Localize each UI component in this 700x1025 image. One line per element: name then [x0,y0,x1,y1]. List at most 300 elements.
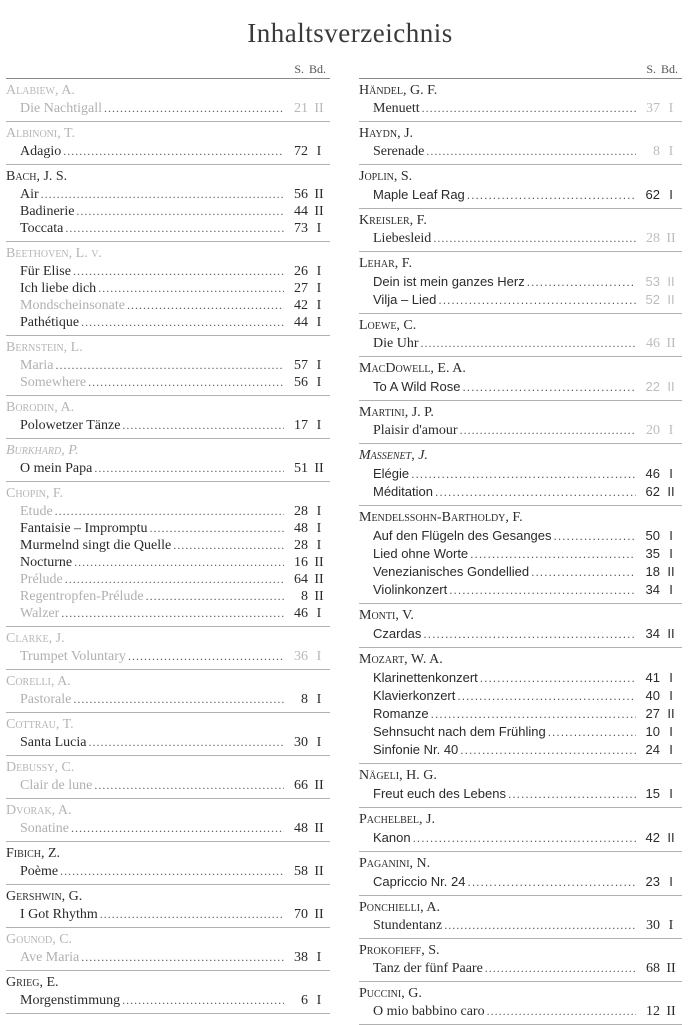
toc-row [359,917,682,934]
volume-number: I [316,281,322,296]
piece-title: Somewhere [20,375,87,390]
page-number: 56 [294,187,308,202]
dot-leader [60,863,284,880]
composer-name: Ponchielli, A. [359,900,440,915]
volume-number: I [316,692,322,707]
piece-title: Polowetzer Tänze [20,418,121,433]
composer-name: Prokofieff, S. [359,943,440,958]
volume-number: I [316,144,322,159]
page-number: 27 [645,706,660,721]
page-number: 42 [645,830,660,845]
piece-title: Air [20,187,39,202]
toc-row [359,960,682,977]
toc-row [359,625,682,643]
composer-entry [359,122,682,165]
piece-title: Dein ist mein ganzes Herz [373,274,525,289]
page-number: 6 [301,993,308,1008]
volume-number: I [669,724,673,739]
dot-leader [485,960,636,977]
dot-leader [457,688,636,705]
piece-title: Morgenstimmung [20,993,121,1008]
dot-leader [104,100,284,117]
piece-title: Die Nachtigall [20,101,103,116]
toc-row [6,186,330,203]
composer-name: Alabiew, A. [6,83,75,98]
volume-number: I [316,298,322,313]
composer-name: Pachelbel, J. [359,812,435,827]
piece-title: Toccata [20,221,64,236]
volume-column-label: Bd. [660,62,678,76]
toc-row [359,741,682,759]
dot-leader [435,484,636,501]
volume-number: II [314,101,324,116]
toc-row [6,537,330,554]
dot-leader [73,263,284,280]
piece-title: Adagio [20,144,62,159]
dot-leader [444,917,636,934]
dot-leader [63,143,284,160]
column-header [359,62,682,79]
toc-row [6,605,330,622]
piece-title: Nocturne [20,555,73,570]
toc-row [359,465,682,483]
volume-number: I [669,187,673,202]
dot-leader [173,537,284,554]
composer-name: Fibich, Z. [6,846,61,861]
page-number: 48 [294,521,308,536]
toc-row [6,648,330,665]
piece-title: Lied ohne Worte [373,546,469,561]
page-number: 10 [645,724,660,739]
dot-leader [460,422,636,439]
dot-leader [487,1003,636,1020]
page-number: 21 [294,101,308,116]
toc-row [6,777,330,794]
dot-leader [88,374,284,391]
dot-leader [122,992,284,1009]
page-number: 28 [646,231,660,246]
toc-row [359,422,682,439]
toc-row [359,705,682,723]
dot-leader [467,187,636,204]
piece-title: Pathétique [20,315,80,330]
page-number: 42 [294,298,308,313]
volume-number: II [666,1004,676,1019]
toc-row [359,291,682,309]
volume-number: I [316,264,322,279]
composer-name: Haydn, J. [359,126,414,141]
composer-entry [359,939,682,982]
volume-number: II [667,830,675,845]
toc-row [359,143,682,160]
dot-leader [467,874,636,891]
toc-row [359,378,682,396]
dot-leader [100,906,284,923]
page-number: 15 [645,786,660,801]
dot-leader [470,546,636,563]
page-number: 62 [645,484,660,499]
volume-number: I [316,418,322,433]
piece-title: Etude [20,504,53,519]
page-number: 44 [294,315,308,330]
toc-row [6,520,330,537]
left-entries [6,79,330,1014]
volume-number: I [669,688,673,703]
page-number: 68 [646,961,660,976]
page-column-label: S. [646,62,656,76]
piece-title: I Got Rhythm [20,907,98,922]
composer-entry [6,885,330,928]
toc-row [6,734,330,751]
dot-leader [411,466,636,483]
volume-number: I [669,582,673,597]
piece-title: Fantaisie – Impromptu [20,521,148,536]
page-number: 12 [646,1004,660,1019]
composer-name: Mozart, W. A. [359,652,443,667]
dot-leader [71,820,284,837]
dot-leader [554,528,636,545]
piece-title: Mondscheinsonate [20,298,125,313]
composer-name: Bach, J. S. [6,169,68,184]
volume-number: II [667,626,675,641]
composer-entry [6,482,330,627]
toc-row [6,460,330,477]
piece-title: O mio babbino caro [373,1004,485,1019]
composer-entry [359,209,682,252]
page-number: 27 [294,281,308,296]
volume-number: II [314,864,324,879]
page-number: 23 [645,874,660,889]
page-column-label: S. [294,62,304,76]
dot-leader [462,379,636,396]
piece-title: Walzer [20,606,60,621]
dot-leader [438,292,636,309]
composer-name: Martini, J. P. [359,405,434,420]
left-column [6,62,330,1014]
right-column [359,62,682,1025]
volume-number: II [314,821,324,836]
piece-title: Stundentanz [373,918,443,933]
piece-title: Pastorale [20,692,72,707]
piece-title: Venezianisches Gondellied [373,564,530,579]
toc-row [6,374,330,391]
toc-row [6,417,330,434]
volume-number: II [666,336,676,351]
piece-title: Méditation [373,484,433,499]
piece-title: Klavierkonzert [373,688,456,703]
composer-entry [359,764,682,808]
volume-number: I [669,874,673,889]
piece-title: Sinfonie Nr. 40 [373,742,459,757]
composer-name: Beethoven, L. v. [6,246,102,261]
composer-name: Albinoni, T. [6,126,75,141]
volume-number: I [316,538,322,553]
dot-leader [527,274,636,291]
composer-name: Loewe, C. [359,318,417,333]
composer-name: Joplin, S. [359,169,413,184]
composer-entry [6,396,330,439]
composer-name: Nägeli, H. G. [359,768,437,783]
composer-name: Burkhard, P. [6,443,79,458]
page-number: 28 [294,538,308,553]
composer-entry [6,627,330,670]
page-title: Inhaltsverzeichnis [247,18,453,48]
composer-name: Bernstein, L. [6,340,83,355]
toc-row [6,203,330,220]
dot-leader [88,734,284,751]
composer-name: Gounod, C. [6,932,73,947]
composer-name: Massenet, J. [359,448,428,463]
composer-entry [359,314,682,357]
toc-row [359,186,682,204]
volume-number: II [314,461,324,476]
column-header [6,62,330,79]
toc-row [359,230,682,247]
page-number: 73 [294,221,308,236]
dot-leader [433,230,636,247]
composer-name: Corelli, A. [6,674,71,689]
composer-entry [359,165,682,209]
piece-title: To A Wild Rose [373,379,461,394]
toc-row [6,554,330,571]
dot-leader [423,626,636,643]
composer-name: Mendelssohn-Bartholdy, F. [359,510,523,525]
toc-row [6,100,330,117]
piece-title: Clair de lune [20,778,93,793]
page-number: 44 [294,204,308,219]
piece-title: Sehnsucht nach dem Frühling [373,724,546,739]
piece-title: Auf den Flügeln des Gesanges [373,528,552,543]
toc-row [6,297,330,314]
page-number: 38 [294,950,308,965]
volume-number: I [316,993,322,1008]
piece-title: Klarinettenkonzert [373,670,478,685]
page-number: 70 [294,907,308,922]
dot-leader [65,571,284,588]
composer-entry [359,648,682,764]
composer-name: Lehar, F. [359,256,412,271]
dot-leader [531,564,636,581]
volume-number: I [316,221,322,236]
piece-title: Santa Lucia [20,735,87,750]
dot-leader [73,691,284,708]
dot-leader [76,203,284,220]
page-number: 53 [645,274,660,289]
page-number: 8 [653,144,660,159]
volume-number: II [666,961,676,976]
volume-number: I [669,528,673,543]
composer-entry [359,79,682,122]
dot-leader [65,220,284,237]
page-number: 56 [294,375,308,390]
dot-leader [431,706,636,723]
page-number: 52 [645,292,660,307]
toc-row [359,687,682,705]
volume-number: I [316,521,322,536]
composer-entry [6,670,330,713]
volume-number: I [669,742,673,757]
volume-number: I [316,358,322,373]
volume-number: I [316,375,322,390]
dot-leader [55,503,284,520]
page-number: 18 [645,564,660,579]
composer-entry [359,444,682,506]
dot-leader [426,143,636,160]
page-number: 16 [294,555,308,570]
composer-name: Dvorak, A. [6,803,72,818]
piece-title: Sonatine [20,821,69,836]
volume-number: II [666,231,676,246]
piece-title: Tanz der fünf Paare [373,961,483,976]
dot-leader [480,670,636,687]
composer-entry [6,799,330,842]
page-number: 17 [294,418,308,433]
volume-number: II [314,555,324,570]
composer-entry [359,896,682,939]
volume-number: II [314,187,324,202]
toc-row [359,669,682,687]
piece-title: Liebesleid [373,231,432,246]
page-number: 35 [645,546,660,561]
composer-entry [6,928,330,971]
toc-row [359,273,682,291]
page-number: 36 [294,649,308,664]
dot-leader [41,186,284,203]
composer-entry [359,808,682,852]
page-number: 57 [294,358,308,373]
volume-number: I [669,670,673,685]
toc-row [6,314,330,331]
piece-title: Freut euch des Lebens [373,786,506,801]
volume-number: I [316,504,322,519]
volume-number: I [316,950,322,965]
dot-leader [94,460,284,477]
toc-row [6,992,330,1009]
volume-number: II [314,589,324,604]
toc-row [359,335,682,352]
piece-title: Prélude [20,572,63,587]
composer-name: Borodin, A. [6,400,75,415]
dot-leader [55,357,284,374]
dot-leader [94,777,284,794]
composer-name: Händel, G. F. [359,83,438,98]
piece-title: Ave Maria [20,950,80,965]
page-number: 8 [301,589,308,604]
composer-entry [359,506,682,604]
page-number: 51 [294,461,308,476]
dot-leader [146,588,284,605]
piece-title: Vilja – Lied [373,292,437,307]
page-number: 20 [646,423,660,438]
volume-number: II [314,204,324,219]
page-number: 58 [294,864,308,879]
dot-leader [460,742,636,759]
right-entries [359,79,682,1025]
volume-number: I [668,144,674,159]
volume-number: II [667,274,675,289]
page-number: 8 [301,692,308,707]
composer-entry [6,842,330,885]
piece-title: Menuett [373,101,420,116]
page-number: 24 [645,742,660,757]
page-number: 22 [645,379,660,394]
page-number: 40 [645,688,660,703]
composer-entry [359,401,682,444]
composer-name: Clarke, J. [6,631,65,646]
page-number: 50 [645,528,660,543]
toc-row [6,691,330,708]
composer-entry [359,357,682,401]
page-number: 34 [645,582,660,597]
piece-title: Kanon [373,830,411,845]
volume-number: II [314,778,324,793]
toc-row [6,949,330,966]
dot-leader [150,520,284,537]
toc-row [6,280,330,297]
page-number: 34 [645,626,660,641]
volume-number: II [667,706,675,721]
toc-row [6,143,330,160]
toc-row [6,820,330,837]
volume-number: I [668,918,674,933]
volume-number: I [316,735,322,750]
composer-name: Debussy, C. [6,760,75,775]
toc-row [6,588,330,605]
piece-title: Ich liebe dich [20,281,97,296]
composer-name: Chopin, F. [6,486,64,501]
composer-entry [6,756,330,799]
piece-title: Czardas [373,626,422,641]
composer-entry [6,336,330,396]
composer-entry [6,971,330,1014]
page-number: 62 [645,187,660,202]
page-number: 46 [645,466,660,481]
toc-row [359,723,682,741]
volume-number: I [669,786,673,801]
page-number: 46 [646,336,660,351]
toc-row [359,100,682,117]
piece-title: Romanze [373,706,429,721]
page-number: 48 [294,821,308,836]
volume-number: II [314,572,324,587]
dot-leader [421,335,637,352]
toc-row [359,545,682,563]
piece-title: Poème [20,864,59,879]
composer-name: MacDowell, E. A. [359,361,466,376]
composer-name: Paganini, N. [359,856,431,871]
piece-title: Serenade [373,144,425,159]
page-number: 28 [294,504,308,519]
dot-leader [548,724,636,741]
page-number: 41 [645,670,660,685]
composer-name: Grieg, E. [6,975,59,990]
piece-title: Maple Leaf Rag [373,187,465,202]
toc-row [359,1003,682,1020]
dot-leader [81,314,284,331]
dot-leader [413,830,636,847]
composer-entry [359,252,682,314]
composer-entry [359,604,682,648]
composer-entry [359,852,682,896]
composer-name: Cottrau, T. [6,717,74,732]
dot-leader [122,417,284,434]
toc-row [359,581,682,599]
composer-entry [6,713,330,756]
page-number: 64 [294,572,308,587]
page-number: 26 [294,264,308,279]
page-number: 72 [294,144,308,159]
volume-number: I [669,546,673,561]
